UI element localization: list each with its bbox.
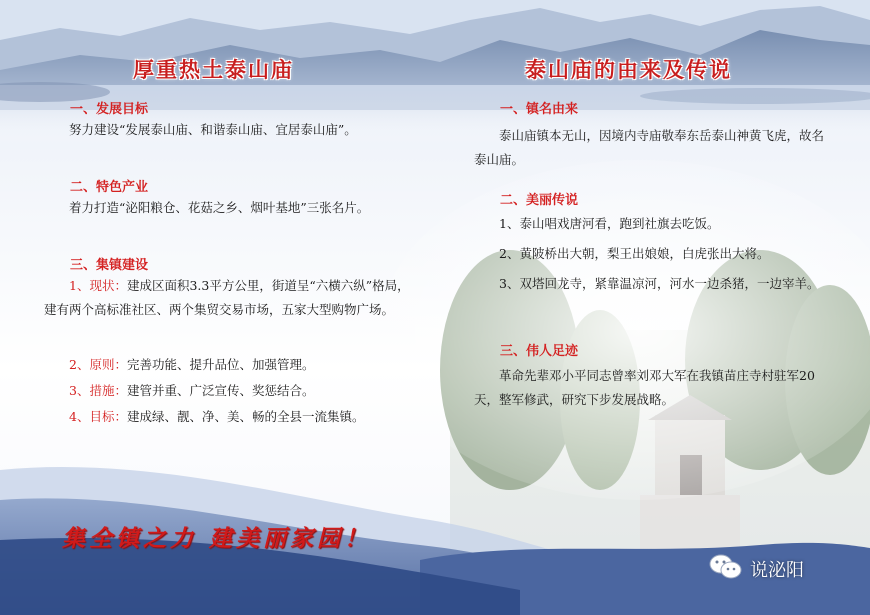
right-section-heading-legend: 二、美丽传说 <box>500 193 579 208</box>
right-section-text-name: 泰山庙镇本无山，因境内寺庙敬奉东岳泰山神黄飞虎，故名泰山庙。 <box>474 128 825 167</box>
left-section-heading-town: 三、集镇建设 <box>70 258 149 273</box>
item-label: 4、目标： <box>69 409 127 424</box>
item-label: 1、现状： <box>69 278 127 293</box>
right-section-heading-footprint: 三、伟人足迹 <box>500 344 579 359</box>
slogan-banner: 集全镇之力 建美丽家园！ <box>62 525 372 552</box>
wechat-icon <box>708 552 744 586</box>
item-text: 建管并重、广泛宣传、奖惩结合。 <box>126 383 315 398</box>
list-item: 1、泰山唱戏唐河看，跑到社旗去吃饭。 <box>499 216 720 231</box>
list-item <box>44 353 414 377</box>
right-panel-title: 泰山庙的由来及传说 <box>525 57 732 82</box>
right-section-text-footprint: 革命先辈邓小平同志曾率刘邓大军在我镇苗庄寺村驻军20天，整军修武，研究下步发展战略。 <box>474 368 815 407</box>
left-section-text-goal: 努力建设“发展泰山庙、和谐泰山庙、宜居泰山庙”。 <box>69 122 357 137</box>
item-text: 建成区面积3.3平方公里，街道呈“六横六纵”格局，建有两个高标准社区、两个集贸交易市场，五家大型购物广场。 <box>44 278 410 317</box>
wechat-brand <box>708 552 804 586</box>
left-panel-title: 厚重热土泰山庙 <box>133 57 294 82</box>
item-label: 3、措施： <box>69 383 127 398</box>
item-text: 建成绿、靓、净、美、畅的全县一流集镇。 <box>126 409 365 424</box>
item-label: 2、原则： <box>69 357 127 372</box>
left-section-heading-goal: 一、发展目标 <box>70 102 149 117</box>
brand-name: 说泌阳 <box>750 560 804 581</box>
list-item: 2、黄陂桥出大朝，梨王出娘娘，白虎张出大将。 <box>499 246 770 261</box>
list-item: 3、双塔回龙寺，紧靠温凉河，河水一边杀猪，一边宰羊。 <box>499 276 820 291</box>
list-item <box>44 379 414 403</box>
left-section-heading-industry: 二、特色产业 <box>70 180 149 195</box>
left-section-text-industry: 着力打造“泌阳粮仓、花菇之乡、烟叶基地”三张名片。 <box>69 200 370 215</box>
item-text: 完善功能、提升品位、加强管理。 <box>126 357 315 372</box>
list-item <box>44 274 414 322</box>
right-section-heading-name: 一、镇名由来 <box>500 102 579 117</box>
list-item <box>44 405 414 429</box>
